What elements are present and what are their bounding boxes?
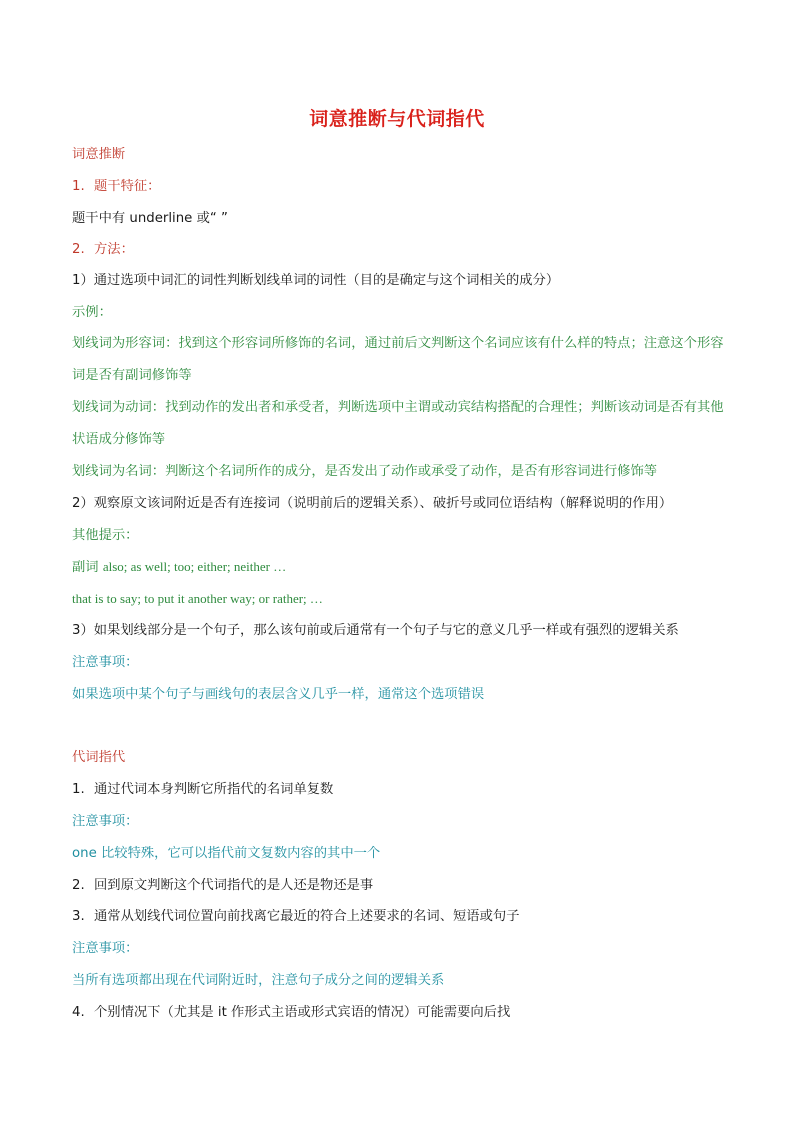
list-item-text: 通过代词本身判断它所指代的名词单复数 <box>94 782 334 797</box>
method-step-3: 3）如果划线部分是一个句子，那么该句前或后通常有一个句子与它的意义几乎一样或有强烈的逻辑关系 <box>72 623 679 638</box>
example-verb: 划线词为动词：找到动作的发出者和承受者，判断选项中主谓或动宾结构搭配的合理性；判断该动词是否有其他状语成分修饰等 <box>72 400 724 447</box>
pronoun-item-1 <box>72 780 732 800</box>
list-item-method <box>72 240 732 260</box>
list-number: 2. <box>72 242 85 257</box>
adverb-words: also; as well; too; either; neither … <box>102 559 287 574</box>
list-item-question-feature <box>72 177 732 197</box>
section-heading-word-inference: 词意推断 <box>72 147 126 162</box>
page-title: 词意推断与代词指代 <box>309 108 485 130</box>
list-number: 1. <box>72 179 85 194</box>
example-noun: 划线词为名词：判断这个名词所作的成分，是否发出了动作或承受了动作，是否有形容词进行修饰等 <box>72 464 658 479</box>
pronoun-item-2 <box>72 876 732 896</box>
list-number: 1. <box>72 782 85 797</box>
other-tips-label: 其他提示： <box>72 528 139 543</box>
list-item-label: 方法： <box>94 242 134 257</box>
list-item-text: 通常从划线代词位置向前找离它最近的符合上述要求的名词、短语或句子 <box>94 909 520 924</box>
list-item-text: 个别情况下（尤其是 it 作形式主语或形式宾语的情况）可能需要向后找 <box>94 1005 511 1020</box>
example-label: 示例： <box>72 305 112 320</box>
list-number: 3. <box>72 909 85 924</box>
pronoun-note-1-text: one 比较特殊，它可以指代前文复数内容的其中一个 <box>72 846 381 861</box>
note-label: 注意事项： <box>72 655 139 670</box>
section-heading-pronoun-reference: 代词指代 <box>72 750 126 765</box>
pronoun-item-3 <box>72 907 732 927</box>
question-feature-text: 题干中有 underline 或“ ” <box>72 211 228 226</box>
adverb-label: 副词 <box>72 560 99 575</box>
tips-phrases: that is to say; to put it another way; or rather; … <box>72 591 323 606</box>
pronoun-note-1-label: 注意事项： <box>72 814 139 829</box>
note-text: 如果选项中某个句子与画线句的表层含义几乎一样，通常这个选项错误 <box>72 687 485 702</box>
pronoun-item-4 <box>72 1003 732 1023</box>
method-step-1: 1）通过选项中词汇的词性判断划线单词的词性（目的是确定与这个词相关的成分） <box>72 273 560 288</box>
pronoun-note-2-label: 注意事项： <box>72 941 139 956</box>
tips-adverbs <box>72 557 732 578</box>
list-number: 2. <box>72 878 85 893</box>
pronoun-note-2-text: 当所有选项都出现在代词附近时，注意句子成分之间的逻辑关系 <box>72 973 445 988</box>
list-item-text: 回到原文判断这个代词指代的是人还是物还是事 <box>94 878 374 893</box>
example-adjective: 划线词为形容词：找到这个形容词所修饰的名词，通过前后文判断这个名词应该有什么样的特点；注意这个形容词是否有副词修饰等 <box>72 336 724 383</box>
list-number: 4. <box>72 1005 85 1020</box>
method-step-2: 2）观察原文该词附近是否有连接词（说明前后的逻辑关系）、破折号或同位语结构（解释说明的作用） <box>72 496 673 511</box>
list-item-label: 题干特征： <box>94 179 161 194</box>
